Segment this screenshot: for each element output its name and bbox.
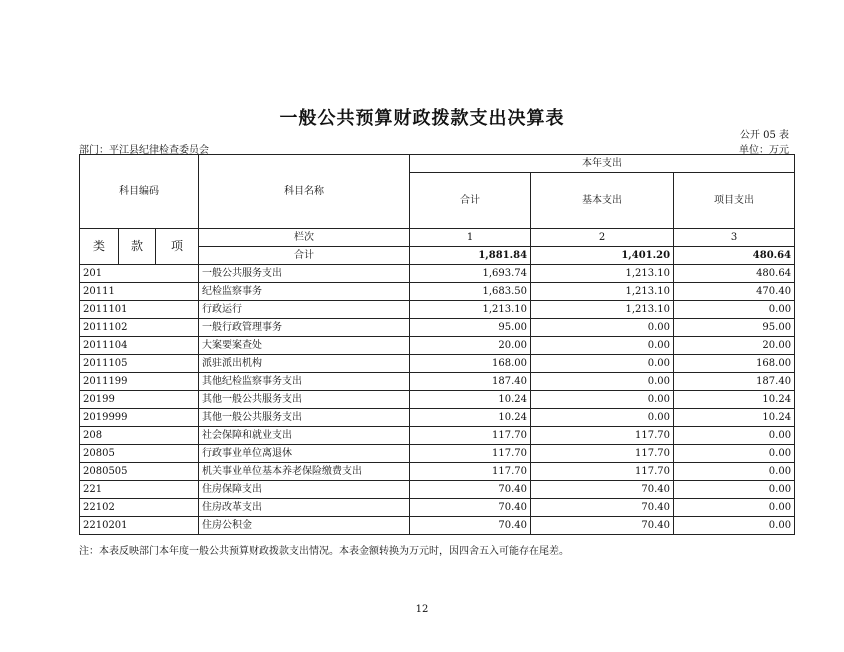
row-basic: 117.70 xyxy=(531,463,674,481)
project-header: 项目支出 xyxy=(674,173,795,229)
lei-header: 类 xyxy=(80,229,119,265)
table-row xyxy=(80,319,795,337)
row-basic: 1,213.10 xyxy=(531,301,674,319)
row-project: 480.64 xyxy=(674,265,795,283)
table-row xyxy=(80,301,795,319)
page-number: 12 xyxy=(415,604,429,615)
table-row xyxy=(80,517,795,535)
row-code: 2011102 xyxy=(80,319,199,337)
table-row xyxy=(80,499,795,517)
unit-label: 单位：万元 xyxy=(739,145,789,156)
row-code: 20199 xyxy=(80,391,199,409)
row-name: 一般公共服务支出 xyxy=(199,265,410,283)
row-name: 纪检监察事务 xyxy=(199,283,410,301)
row-name: 住房改革支出 xyxy=(199,499,410,517)
row-total: 117.70 xyxy=(410,427,531,445)
sum-project: 480.64 xyxy=(674,247,795,265)
kuan-header: 款 xyxy=(119,229,156,265)
table-row xyxy=(80,463,795,481)
row-basic: 117.70 xyxy=(531,445,674,463)
xiang-header: 项 xyxy=(156,229,199,265)
row-code: 2019999 xyxy=(80,409,199,427)
table-row xyxy=(80,409,795,427)
department-label: 部门：平江县纪律检查委员会 xyxy=(79,145,209,156)
row-total: 10.24 xyxy=(410,409,531,427)
table-row xyxy=(80,283,795,301)
row-name: 其他一般公共服务支出 xyxy=(199,409,410,427)
row-basic: 0.00 xyxy=(531,337,674,355)
row-total: 187.40 xyxy=(410,373,531,391)
table-row xyxy=(80,427,795,445)
row-project: 0.00 xyxy=(674,445,795,463)
table-row xyxy=(80,337,795,355)
row-code: 20805 xyxy=(80,445,199,463)
row-total: 168.00 xyxy=(410,355,531,373)
table-row xyxy=(80,373,795,391)
lanci-header: 栏次 xyxy=(199,229,410,247)
row-project: 0.00 xyxy=(674,481,795,499)
row-project: 0.00 xyxy=(674,517,795,535)
row-project: 187.40 xyxy=(674,373,795,391)
row-project: 0.00 xyxy=(674,463,795,481)
header-row-3 xyxy=(80,229,795,247)
row-code: 2011199 xyxy=(80,373,199,391)
row-project: 20.00 xyxy=(674,337,795,355)
sum-basic: 1,401.20 xyxy=(531,247,674,265)
col-1-number: 1 xyxy=(410,229,531,247)
row-project: 0.00 xyxy=(674,427,795,445)
col-2-number: 2 xyxy=(531,229,674,247)
row-name: 住房公积金 xyxy=(199,517,410,535)
row-basic: 70.40 xyxy=(531,499,674,517)
row-name: 行政运行 xyxy=(199,301,410,319)
row-code: 2011105 xyxy=(80,355,199,373)
form-number: 公开 05 表 xyxy=(739,130,789,141)
row-name: 其他纪检监察事务支出 xyxy=(199,373,410,391)
row-total: 70.40 xyxy=(410,517,531,535)
expenditure-table xyxy=(79,154,795,535)
row-code: 208 xyxy=(80,427,199,445)
row-basic: 117.70 xyxy=(531,427,674,445)
row-name: 一般行政管理事务 xyxy=(199,319,410,337)
row-project: 470.40 xyxy=(674,283,795,301)
row-name: 行政事业单位离退休 xyxy=(199,445,410,463)
row-basic: 0.00 xyxy=(531,391,674,409)
row-project: 10.24 xyxy=(674,391,795,409)
row-code: 20111 xyxy=(80,283,199,301)
row-total: 70.40 xyxy=(410,481,531,499)
row-code: 2080505 xyxy=(80,463,199,481)
row-basic: 0.00 xyxy=(531,355,674,373)
table-row xyxy=(80,391,795,409)
row-basic: 1,213.10 xyxy=(531,283,674,301)
row-total: 70.40 xyxy=(410,499,531,517)
sum-total: 1,881.84 xyxy=(410,247,531,265)
row-name: 大案要案查处 xyxy=(199,337,410,355)
table-row xyxy=(80,265,795,283)
footnote: 注：本表反映部门本年度一般公共预算财政拨款支出情况。本表金额转换为万元时，因四舍五入可能存在尾差。 xyxy=(79,546,569,557)
header-row-1 xyxy=(80,155,795,173)
year-expense-header: 本年支出 xyxy=(410,155,795,173)
code-header: 科目编码 xyxy=(80,155,199,229)
row-code: 221 xyxy=(80,481,199,499)
row-name: 社会保障和就业支出 xyxy=(199,427,410,445)
row-code: 2210201 xyxy=(80,517,199,535)
row-total: 20.00 xyxy=(410,337,531,355)
row-project: 0.00 xyxy=(674,499,795,517)
row-project: 95.00 xyxy=(674,319,795,337)
row-code: 201 xyxy=(80,265,199,283)
table-body xyxy=(80,265,795,535)
row-name: 机关事业单位基本养老保险缴费支出 xyxy=(199,463,410,481)
row-total: 1,693.74 xyxy=(410,265,531,283)
table-row xyxy=(80,481,795,499)
row-basic: 0.00 xyxy=(531,409,674,427)
sum-label: 合计 xyxy=(199,247,410,265)
row-total: 95.00 xyxy=(410,319,531,337)
row-name: 派驻派出机构 xyxy=(199,355,410,373)
row-total: 10.24 xyxy=(410,391,531,409)
row-code: 2011104 xyxy=(80,337,199,355)
col-3-number: 3 xyxy=(674,229,795,247)
row-project: 0.00 xyxy=(674,301,795,319)
table-row xyxy=(80,355,795,373)
page-title: 一般公共预算财政拨款支出决算表 xyxy=(279,108,565,129)
row-basic: 1,213.10 xyxy=(531,265,674,283)
row-total: 117.70 xyxy=(410,463,531,481)
row-name: 住房保障支出 xyxy=(199,481,410,499)
row-basic: 0.00 xyxy=(531,373,674,391)
row-total: 117.70 xyxy=(410,445,531,463)
row-name: 其他一般公共服务支出 xyxy=(199,391,410,409)
name-header: 科目名称 xyxy=(199,155,410,229)
basic-header: 基本支出 xyxy=(531,173,674,229)
row-basic: 0.00 xyxy=(531,319,674,337)
row-code: 2011101 xyxy=(80,301,199,319)
row-total: 1,683.50 xyxy=(410,283,531,301)
row-basic: 70.40 xyxy=(531,481,674,499)
row-project: 10.24 xyxy=(674,409,795,427)
total-header: 合计 xyxy=(410,173,531,229)
table-row xyxy=(80,445,795,463)
row-basic: 70.40 xyxy=(531,517,674,535)
row-project: 168.00 xyxy=(674,355,795,373)
row-code: 22102 xyxy=(80,499,199,517)
row-total: 1,213.10 xyxy=(410,301,531,319)
